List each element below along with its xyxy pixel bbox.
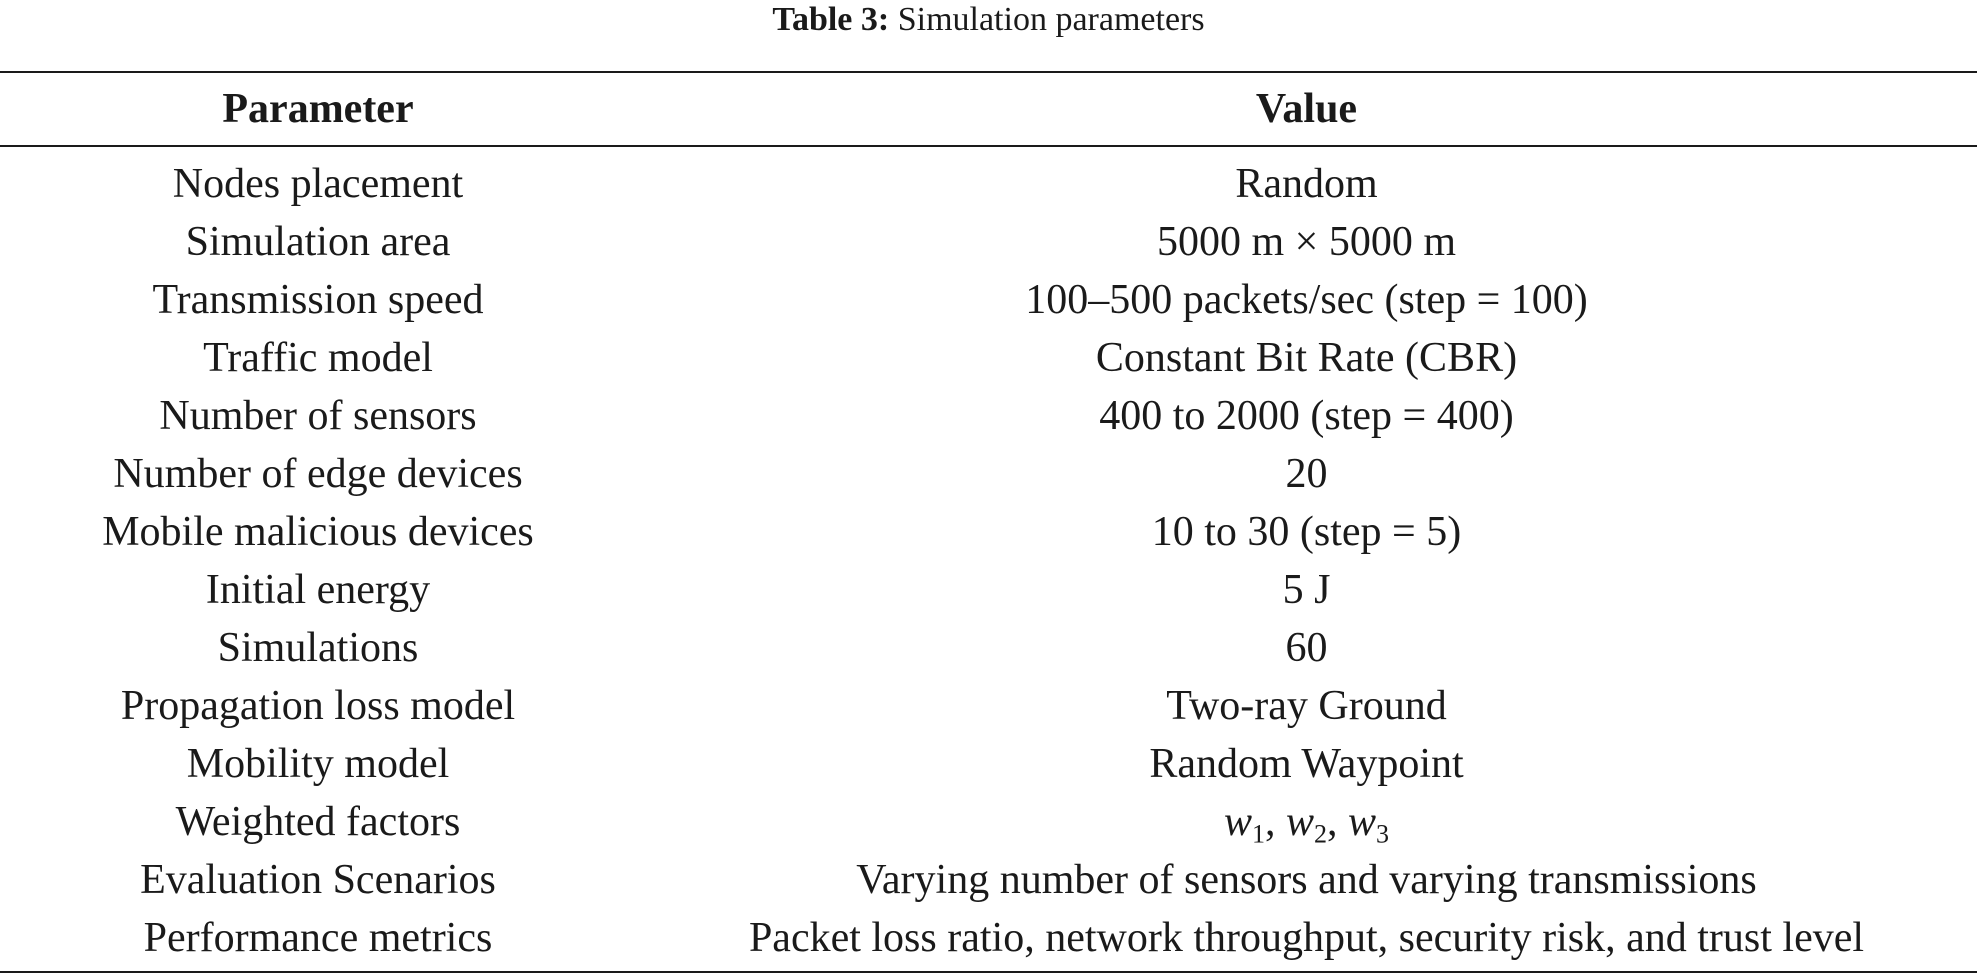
parameter-cell: Number of edge devices [113, 451, 523, 497]
table-row [0, 793, 1977, 851]
table-row [0, 503, 1977, 561]
parameter-cell: Nodes placement [172, 161, 464, 207]
value-cell: Random Waypoint [1149, 741, 1464, 787]
value-cell: 10 to 30 (step = 5) [1151, 509, 1462, 555]
table-row [0, 271, 1977, 329]
value-cell: Packet loss ratio, network throughput, security risk, and trust level [636, 909, 1977, 972]
weight-w3 [1348, 799, 1390, 849]
table-row [0, 909, 1977, 972]
parameter-cell: Traffic model [203, 335, 433, 381]
value-cell: 20 [1285, 451, 1328, 497]
parameter-cell: Simulations [217, 625, 419, 671]
value-cell-weighted-factors [636, 793, 1977, 851]
table-row [0, 329, 1977, 387]
parameter-cell: Performance metrics [0, 909, 636, 972]
table-row [0, 677, 1977, 735]
table-row [0, 561, 1977, 619]
parameter-cell: Transmission speed [152, 277, 484, 323]
parameter-cell: Simulation area [185, 219, 451, 265]
weight-w1 [1223, 799, 1265, 849]
table-header-row [0, 72, 1977, 146]
column-header-parameter: Parameter [0, 72, 636, 146]
column-header-value: Value [636, 72, 1977, 146]
simulation-parameters-table [0, 71, 1977, 973]
value-cell: 5000 m × 5000 m [1156, 219, 1457, 265]
parameter-cell: Mobile malicious devices [102, 509, 534, 555]
parameter-cell: Number of sensors [159, 393, 477, 439]
value-cell: Random [1235, 161, 1378, 207]
weight-subscript: 3 [1376, 819, 1390, 849]
parameter-cell: Evaluation Scenarios [140, 857, 496, 903]
weight-w2 [1285, 799, 1328, 849]
table-row [0, 619, 1977, 677]
value-cell: 60 [1285, 625, 1328, 671]
table-caption [0, 0, 1977, 40]
value-cell: Two-ray Ground [1166, 683, 1447, 729]
parameter-cell: Mobility model [186, 741, 450, 787]
parameter-cell: Initial energy [205, 567, 431, 613]
table-row [0, 213, 1977, 271]
weight-symbol: w [1223, 799, 1252, 845]
weight-separator: , [1264, 799, 1286, 845]
weight-subscript: 1 [1251, 819, 1265, 849]
table-row [0, 851, 1977, 909]
weight-symbol: w [1348, 799, 1377, 845]
value-cell: 100–500 packets/sec (step = 100) [1025, 277, 1588, 323]
table-row [0, 146, 1977, 213]
value-cell: 400 to 2000 (step = 400) [1099, 393, 1514, 439]
value-cell: Constant Bit Rate (CBR) [1095, 335, 1518, 381]
weight-subscript: 2 [1314, 819, 1328, 849]
table-caption-text: Simulation parameters [889, 1, 1205, 38]
parameter-cell: Propagation loss model [120, 683, 516, 729]
value-cell: Varying number of sensors and varying transmissions [856, 857, 1757, 903]
table-row [0, 445, 1977, 503]
table-row [0, 387, 1977, 445]
table-caption-label: Table 3: [772, 1, 890, 38]
table-row [0, 735, 1977, 793]
weight-symbol: w [1285, 799, 1314, 845]
value-cell: 5 J [1282, 567, 1331, 613]
weight-separator: , [1327, 799, 1349, 845]
parameter-cell: Weighted factors [175, 799, 461, 845]
